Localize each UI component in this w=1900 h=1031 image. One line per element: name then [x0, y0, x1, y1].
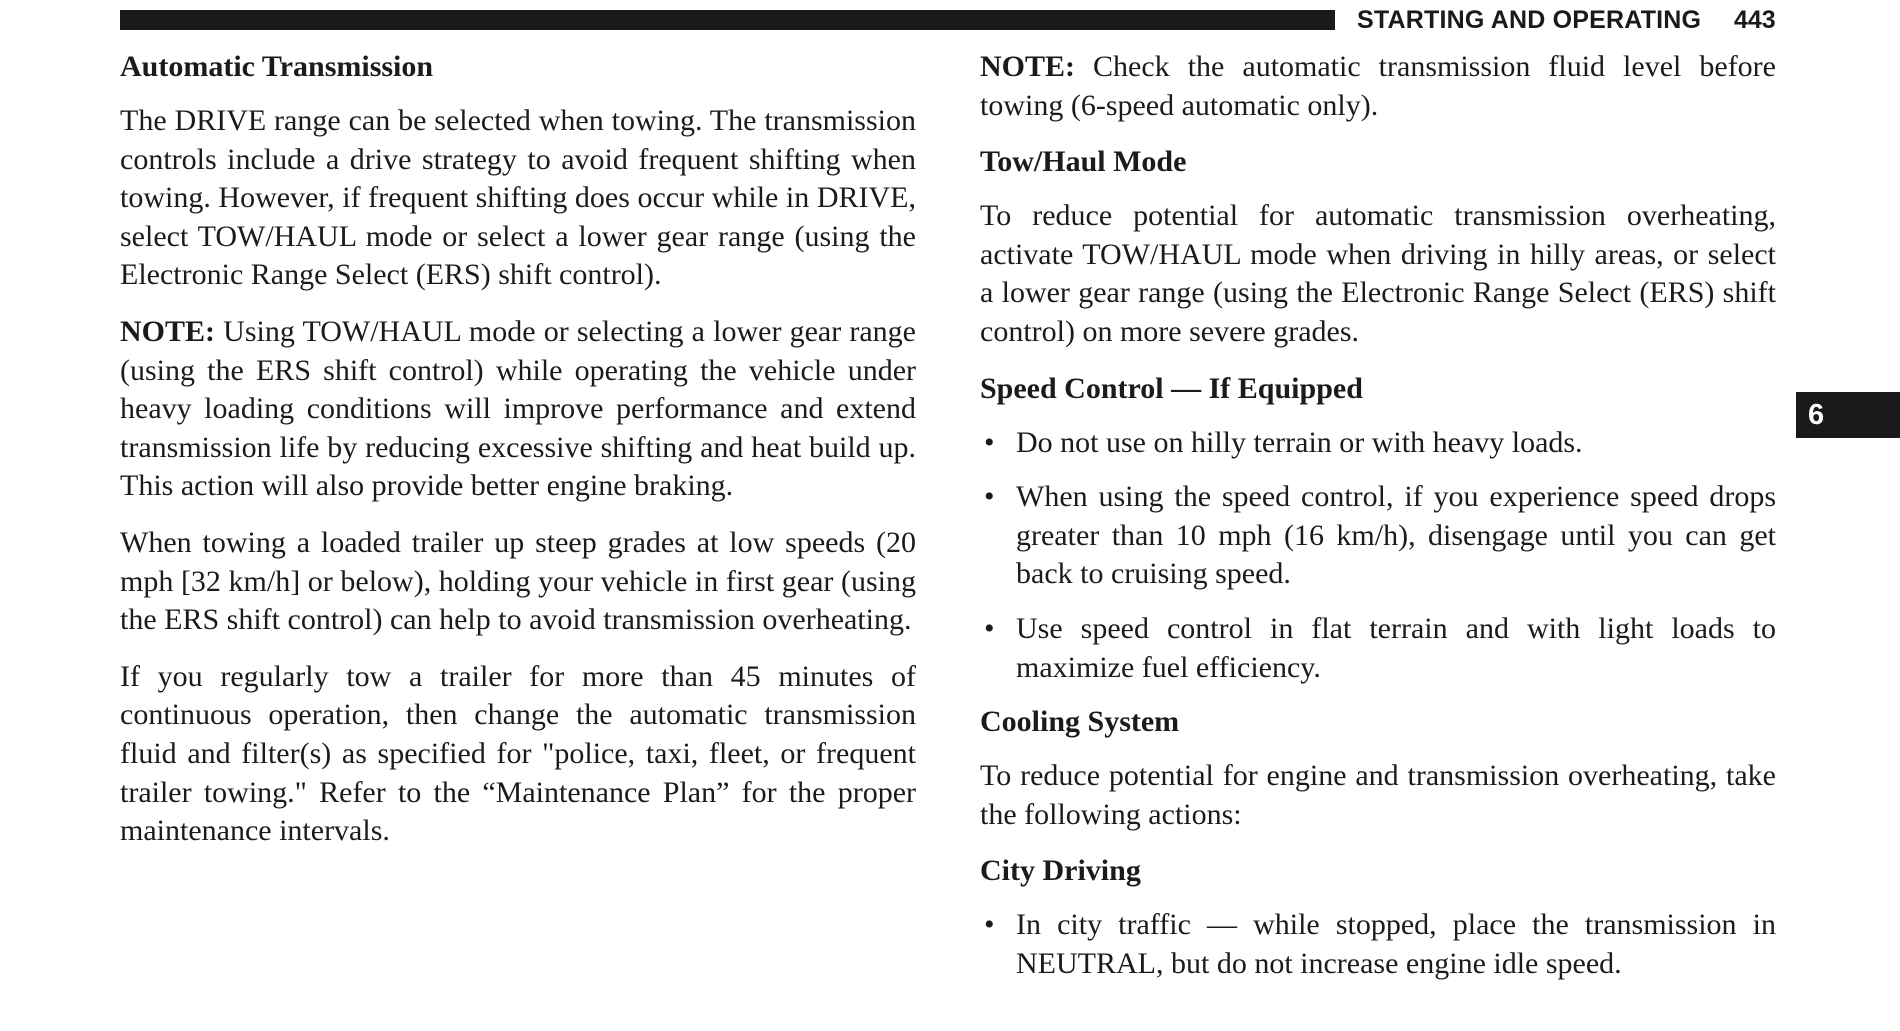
note-paragraph-tow-haul	[120, 313, 916, 506]
note-text: Check the automatic transmission fluid level before towing (6-speed automatic only).	[980, 50, 1776, 122]
note-label: NOTE:	[120, 314, 216, 348]
heading-automatic-transmission: Automatic Transmission	[120, 50, 434, 83]
list-item-text: Use speed control in flat terrain and with light loads to maximize fuel efficiency.	[1016, 611, 1776, 684]
bullet-icon: •	[984, 425, 995, 459]
note-label: NOTE:	[980, 50, 1076, 83]
bullet-icon: •	[984, 480, 995, 514]
list-item	[980, 610, 1776, 687]
header-rule	[120, 10, 1335, 30]
left-column	[120, 48, 916, 869]
paragraph-maintenance: If you regularly tow a trailer for more than 45 minutes of continuous operation, then change the automatic transmission fluid and filter(s) as specified for "police, taxi, fleet, or frequent trailer towing." Refer to the “Maintenance Plan” for the proper maintenance intervals.	[120, 659, 916, 848]
speed-control-list	[980, 424, 1776, 688]
list-item-text: Do not use on hilly terrain or with heavy loads.	[1016, 425, 1583, 459]
section-title: STARTING AND OPERATING	[1357, 6, 1702, 34]
bullet-icon: •	[984, 908, 995, 942]
heading-city-driving: City Driving	[980, 854, 1141, 888]
paragraph-cooling: To reduce potential for engine and transmission overheating, take the following actions:	[980, 759, 1776, 831]
paragraph-drive-range: The DRIVE range can be selected when towing. The transmission controls include a drive strategy to avoid frequent shifting when towing. However, if frequent shifting does occur while in DRIVE, select TOW/HAUL mode or select a lower gear range (using the Electronic Range Select (ERS) shift control).	[120, 104, 916, 292]
list-item	[980, 424, 1776, 463]
city-driving-list	[980, 906, 1776, 983]
bullet-icon: •	[984, 611, 995, 645]
paragraph-steep-grades: When towing a loaded trailer up steep grades at low speeds (20 mph [32 km/h] or below), holding your vehicle in first gear (using the ERS shift control) can help to avoid transmission overheating.	[120, 525, 916, 637]
heading-cooling-system: Cooling System	[980, 705, 1180, 739]
list-item-text: When using the speed control, if you experience speed drops greater than 10 mph (16 km/h), disengage until you can get back to cruising speed.	[1016, 480, 1776, 591]
heading-tow-haul-mode: Tow/Haul Mode	[980, 145, 1187, 179]
note-paragraph-fluid-level	[980, 48, 1776, 125]
list-item	[980, 906, 1776, 983]
heading-speed-control: Speed Control — If Equipped	[980, 371, 1363, 405]
paragraph-tow-haul: To reduce potential for automatic transmission overheating, activate TOW/HAUL mode when driving in hilly areas, or select a lower gear range (using the Electronic Range Select (ERS) shift control) on more severe grades.	[980, 199, 1776, 348]
list-item-text: In city traffic — while stopped, place the transmission in NEUTRAL, but do not increase engine idle speed.	[1016, 908, 1776, 980]
right-column	[980, 48, 1776, 1000]
note-text: Using TOW/HAUL mode or selecting a lower gear range (using the ERS shift control) while operating the vehicle under heavy loading conditions will improve performance and extend transmission life by reducing excessive shifting and heat build up. This action will also provide better engine braking.	[120, 314, 916, 503]
chapter-tab: 6	[1796, 392, 1900, 438]
page-number: 443	[1734, 6, 1776, 34]
list-item	[980, 478, 1776, 594]
